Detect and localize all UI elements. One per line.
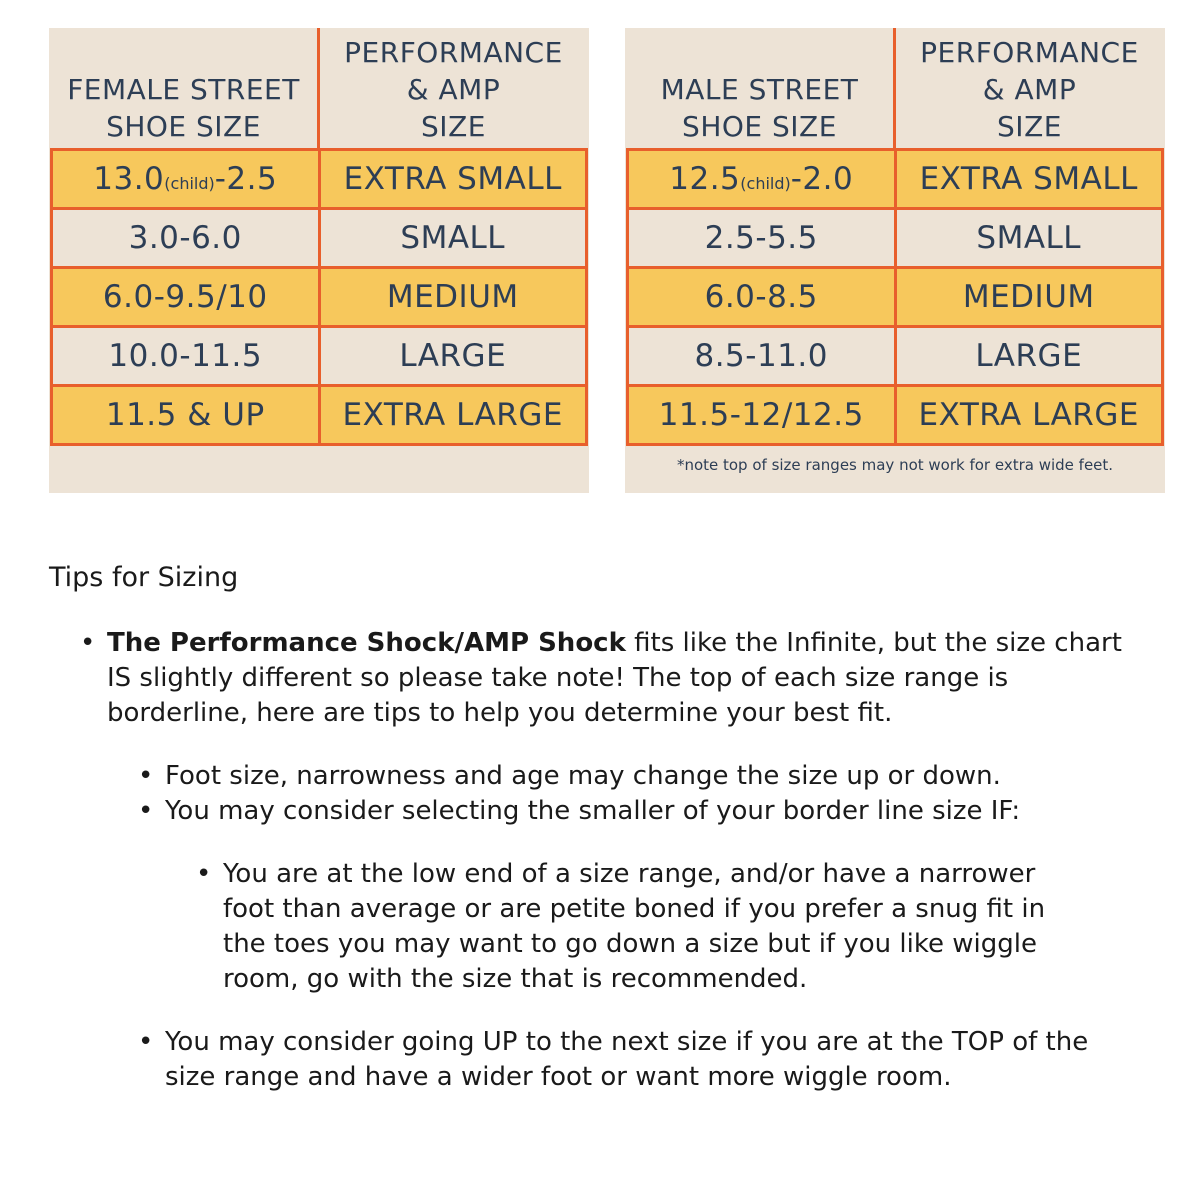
- male-street-size-header: MALE STREET SHOE SIZE: [660, 73, 859, 143]
- street-size-cell: 10.0-11.5: [52, 327, 320, 386]
- performance-size-cell: LARGE: [319, 327, 587, 386]
- table-row: [52, 386, 587, 445]
- street-size-cell: 6.0-9.5/10: [52, 268, 320, 327]
- female-street-size-header: FEMALE STREET SHOE SIZE: [67, 73, 300, 143]
- table-row: [628, 209, 1163, 268]
- list-item: [165, 794, 1125, 997]
- tips-main-list: [49, 626, 1149, 1095]
- table-row: [52, 209, 587, 268]
- main-tip-text: fits like the Infinite, but the size chart IS slightly different so please take note! The top of each size range is borderline, here are tips to help you determine your best fit.: [107, 628, 1122, 728]
- tips-deep-list: [165, 857, 1125, 997]
- performance-size-cell: LARGE: [895, 327, 1163, 386]
- table-row: [52, 327, 587, 386]
- performance-size-cell: SMALL: [895, 209, 1163, 268]
- male-performance-size-header: PERFORMANCE & AMP SIZE: [920, 36, 1139, 143]
- street-size-cell: 2.5-5.5: [628, 209, 896, 268]
- street-size-cell: 11.5 & UP: [52, 386, 320, 445]
- tips-sub-list: [107, 759, 1137, 1095]
- performance-size-cell: SMALL: [319, 209, 587, 268]
- list-item: • Foot size, narrowness and age may change the size up or down.: [165, 759, 1125, 794]
- list-item: • You are at the low end of a size range, and/or have a narrower foot than average or are petite boned if you prefer a snug fit in the toes you may want to go down a size but if you like wiggle room, go with the size that is recommended.: [223, 857, 1093, 997]
- table-row: [52, 150, 587, 209]
- performance-size-cell: EXTRA LARGE: [319, 386, 587, 445]
- street-size-cell: 8.5-11.0: [628, 327, 896, 386]
- table-row: [628, 268, 1163, 327]
- performance-size-cell: EXTRA SMALL: [895, 150, 1163, 209]
- tips-list: [49, 626, 1149, 1095]
- table-row: [52, 268, 587, 327]
- street-size-cell: 3.0-6.0: [52, 209, 320, 268]
- female-performance-size-header: PERFORMANCE & AMP SIZE: [344, 36, 563, 143]
- tips-title: Tips for Sizing: [49, 562, 239, 593]
- table-row: [628, 150, 1163, 209]
- sub-tip-text: You may consider selecting the smaller of your border line size IF:: [165, 796, 1021, 826]
- female-size-table: [50, 148, 588, 446]
- street-size-cell: 11.5-12/12.5: [628, 386, 896, 445]
- street-size-cell: 13.0(child)-2.5: [52, 150, 320, 209]
- table-row: [628, 386, 1163, 445]
- list-item: [107, 626, 1137, 1095]
- male-size-chart: [625, 28, 1165, 493]
- performance-size-cell: EXTRA LARGE: [895, 386, 1163, 445]
- female-size-chart: [49, 28, 589, 493]
- performance-size-cell: MEDIUM: [895, 268, 1163, 327]
- product-name: The Performance Shock/AMP Shock: [107, 628, 626, 658]
- street-size-cell: 6.0-8.5: [628, 268, 896, 327]
- street-size-cell: 12.5(child)-2.0: [628, 150, 896, 209]
- performance-size-cell: EXTRA SMALL: [319, 150, 587, 209]
- performance-size-cell: MEDIUM: [319, 268, 587, 327]
- table-row: [628, 327, 1163, 386]
- list-item: • You may consider going UP to the next size if you are at the TOP of the size range and have a wider foot or want more wiggle room.: [165, 1025, 1125, 1095]
- wide-feet-note: *note top of size ranges may not work for extra wide feet.: [676, 456, 1114, 474]
- male-size-table: [626, 148, 1164, 446]
